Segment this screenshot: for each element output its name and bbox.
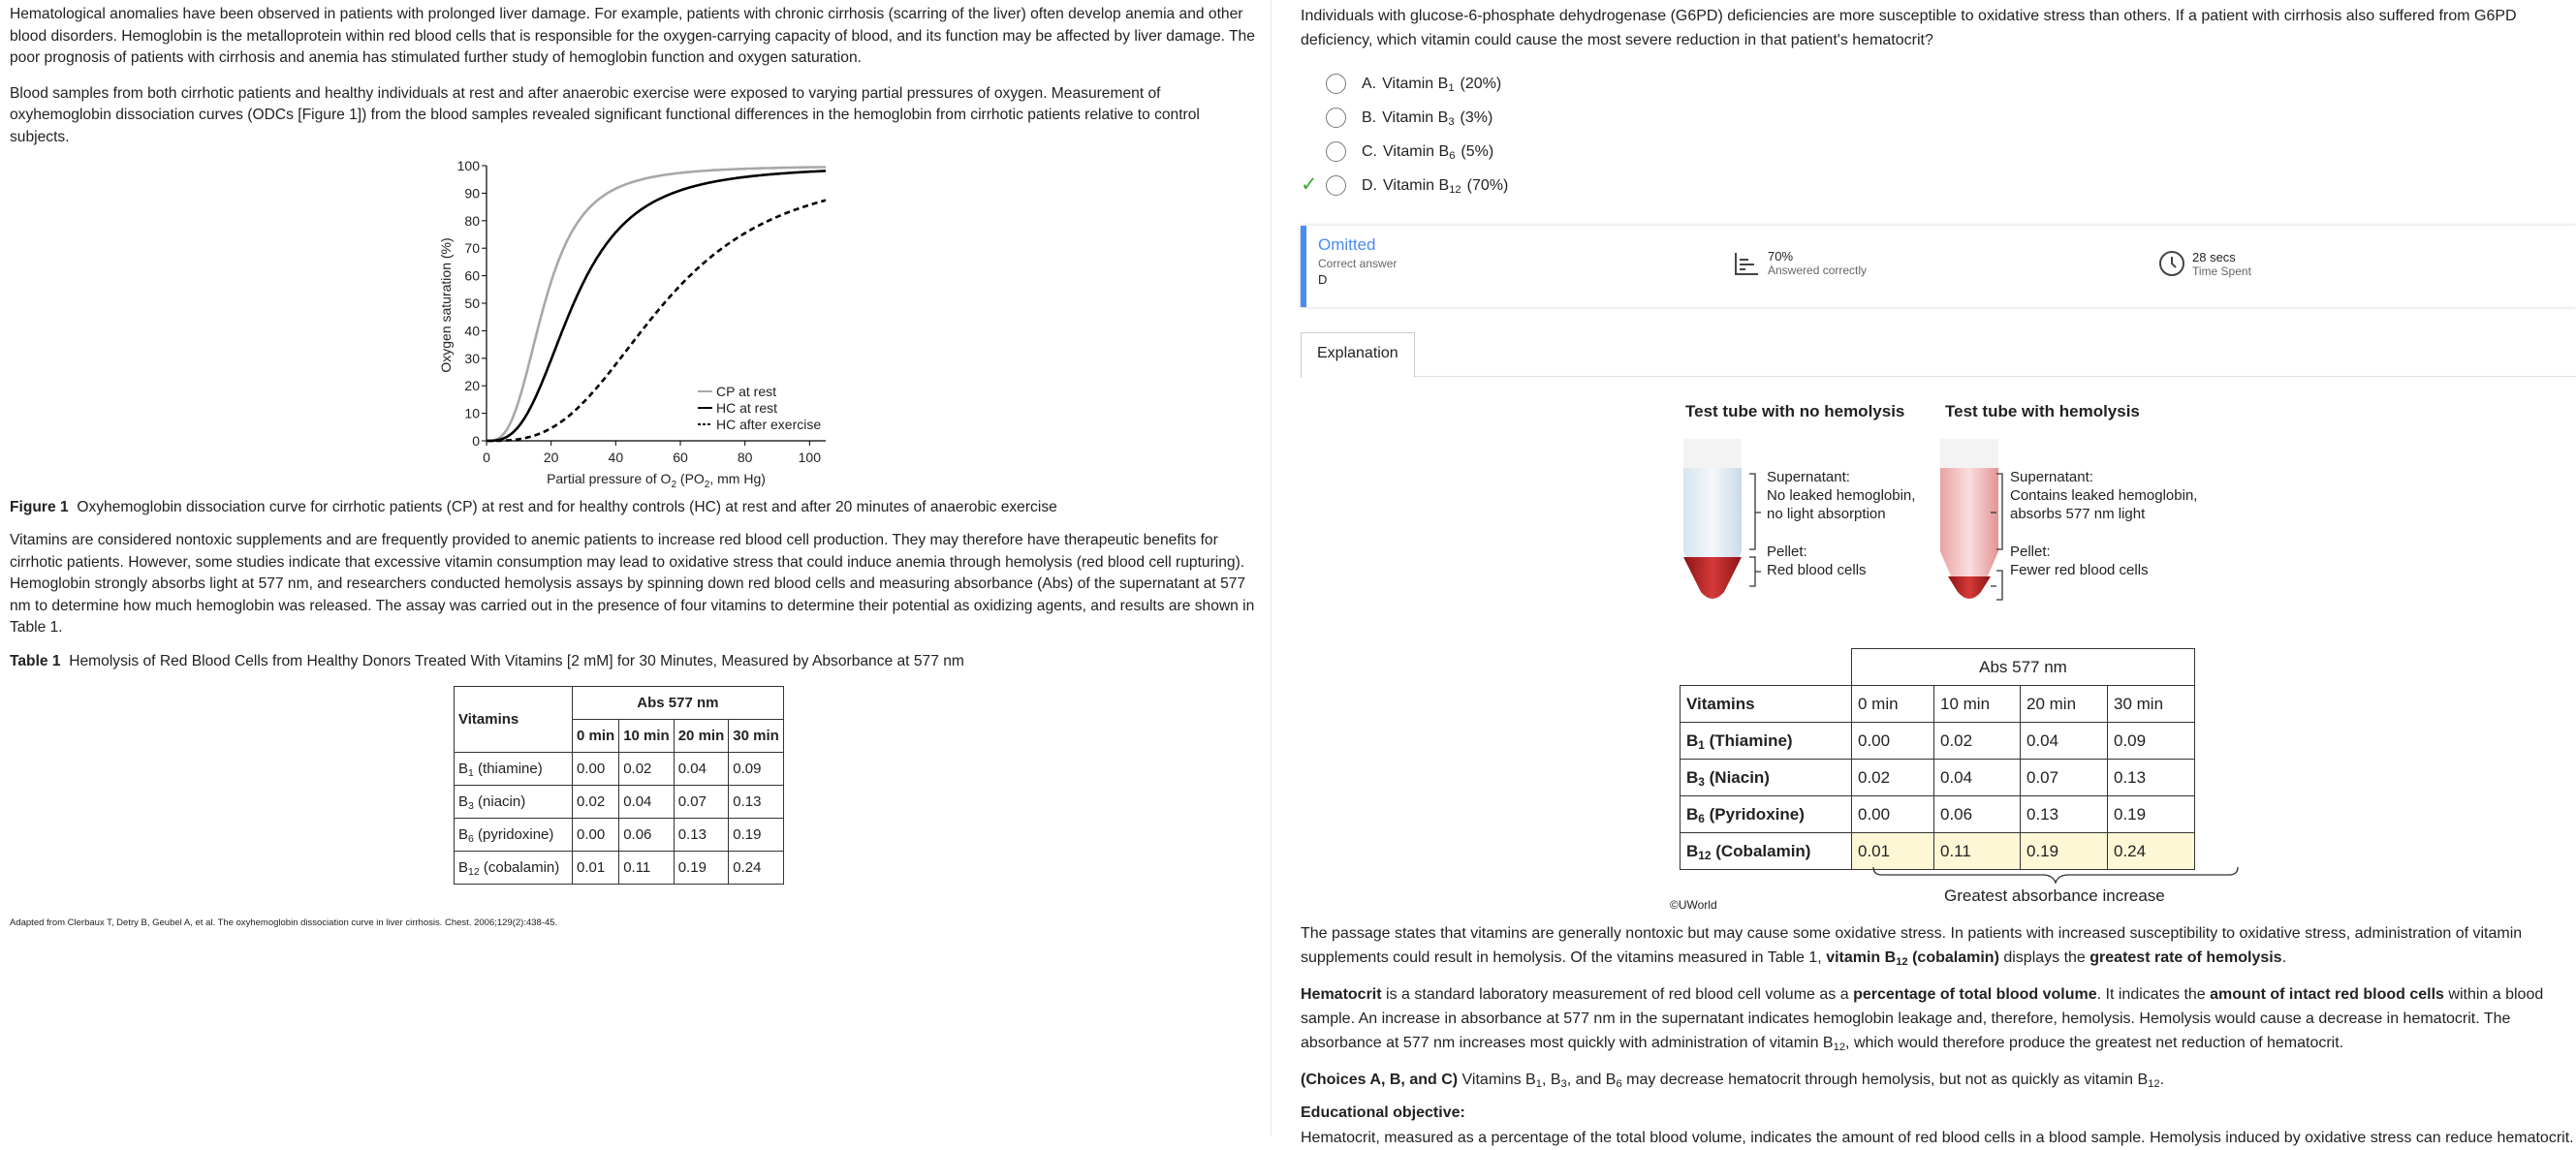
exp3-e: may decrease hematocrit through hemolysis, but not as quickly as vitamin B (1621, 1072, 2149, 1088)
vitamin-name: (Cobalamin) (1711, 841, 1811, 860)
table-cell: 0.13 (729, 785, 784, 818)
vitamin-number: 1 (1698, 737, 1705, 752)
exp1-bsub: 12 (1896, 956, 1908, 968)
table-time-header: 20 min (674, 719, 729, 752)
exp2-d: . It indicates the (2096, 986, 2211, 1003)
right-sup-line-2: absorbs 577 nm light (2010, 506, 2146, 522)
x-tick-label: 20 (543, 450, 559, 465)
exp1-d: greatest rate of hemolysis (2089, 949, 2282, 966)
table-cell: 0.13 (674, 818, 729, 851)
explanation-table (1680, 648, 2195, 870)
explanation-row-label (1681, 723, 1852, 760)
x-tick-label: 0 (483, 450, 490, 465)
bracket-lines (1301, 435, 2576, 629)
explanation-table-cell: 0.04 (1934, 760, 2021, 796)
choice-letter: D. (1362, 176, 1377, 194)
chart-xlabel: Partial pressure of $O_2$ ($PO_2$, mm Hg) (547, 471, 766, 490)
tube-title-right: Test tube with hemolysis (1945, 402, 2140, 420)
radio-button[interactable] (1326, 175, 1346, 196)
table-cell: 0.00 (573, 752, 619, 785)
right-supernatant-label (2010, 468, 2197, 523)
explanation-table-row (1681, 760, 2195, 796)
answer-choice-c[interactable] (1301, 135, 2566, 169)
explanation-table-cell: 0.06 (1934, 796, 2021, 833)
clock-icon (2157, 249, 2186, 278)
table-cell: 0.11 (619, 851, 675, 884)
table-row-label (455, 851, 573, 884)
answer-choices (1301, 67, 2566, 202)
explanation-table-cell: 0.02 (1934, 723, 2021, 760)
choice-letter: B. (1362, 109, 1377, 126)
table-cell: 0.06 (619, 818, 675, 851)
table-cell: 0.07 (674, 785, 729, 818)
citation: Adapted from Clerbaux T, Detry B, Geubel A, et al. The oxyhemoglobin dissociation curve in liver cirrhosis. Chest. 2006;129(2):438-45. (10, 917, 558, 928)
x-tick-label: 100 (798, 450, 822, 465)
exp2-b: is a standard laboratory measurement of red blood cell volume as a (1381, 986, 1854, 1003)
explanation-table-cell: 0.13 (2108, 760, 2195, 796)
exp3-s1: 1 (1535, 1078, 1542, 1090)
explanation-table-cell: 0.00 (1852, 796, 1934, 833)
choice-vitamin: Vitamin B (1382, 109, 1449, 126)
vitamin-name: (thiamine) (473, 760, 543, 777)
legend-label: HC at rest (716, 400, 778, 416)
choice-percent: (5%) (1461, 142, 1494, 160)
table-row (455, 851, 784, 884)
exp2-sub: 12 (1833, 1041, 1846, 1053)
x-tick-label: 60 (673, 450, 688, 465)
explanation-table-cell: 0.09 (2108, 723, 2195, 760)
exp2-c: percentage of total blood volume (1853, 986, 2097, 1003)
explanation-abs-header: Abs 577 nm (1852, 649, 2195, 686)
y-tick-label: 50 (464, 295, 480, 311)
explanation-time-header: 30 min (2108, 686, 2195, 723)
time-value: 28 secs (2192, 249, 2236, 264)
vitamin-letter: B (458, 760, 469, 777)
exp1-b (1826, 949, 1999, 966)
vitamin-letter: B (1686, 767, 1699, 787)
exp2-f: within a blood sample. An increase in absorbance at 577 nm in the supernatant indicates hemoglobin leakage and, therefore, hemolysis. Hemolysis would cause a decrease in hematocrit. The absorbance at 577 nm increases most quickly with administration of vitamin B (1301, 986, 2544, 1051)
vitamin-number: 12 (1698, 848, 1712, 862)
exp2-a: Hematocrit (1301, 986, 1382, 1003)
exp1-c: displays the (1998, 949, 2090, 966)
question-stem: Individuals with glucose-6-phosphate dehydrogenase (G6PD) deficiencies are more susceptible to oxidative stress than others. If a patient with cirrhosis also suffered from G6PD deficiency, which vitamin could cause the most severe reduction in that patient's hematocrit? (1301, 8, 2517, 48)
table-cell: 0.09 (729, 752, 784, 785)
left-pellet-text: Red blood cells (1767, 562, 1867, 578)
vitamin-letter: B (458, 858, 469, 876)
table-row-label (455, 818, 573, 851)
correct-answer-value: D (1318, 272, 1328, 287)
vitamin-number: 1 (468, 766, 474, 779)
tab-explanation[interactable]: Explanation (1301, 332, 1415, 378)
time-label: Time Spent (2192, 264, 2251, 278)
choice-subscript: 3 (1448, 115, 1455, 128)
table-cell: 0.19 (674, 851, 729, 884)
x-tick-label: 80 (737, 450, 753, 465)
percent-value: 70% (1768, 249, 1794, 264)
left-sup-line-2: no light absorption (1767, 506, 1886, 522)
correct-answer-label: Correct answer (1318, 257, 1398, 270)
legend-label: CP at rest (716, 384, 776, 399)
table-cell: 0.00 (573, 818, 619, 851)
table-time-header: 10 min (619, 719, 675, 752)
table-cell: 0.01 (573, 851, 619, 884)
left-sup-line-1: No leaked hemoglobin, (1767, 487, 1916, 504)
vitamin-name: (niacin) (473, 793, 526, 810)
exp3-a: (Choices A, B, and C) (1301, 1072, 1459, 1088)
explanation-row-label (1681, 833, 1852, 870)
vitamin-name: (Pyridoxine) (1704, 804, 1805, 824)
y-tick-label: 30 (464, 350, 480, 366)
copyright: ©UWorld (1670, 898, 1717, 912)
exp1-b1: vitamin B (1826, 949, 1897, 966)
result-status (1318, 235, 1397, 287)
vitamin-letter: B (1686, 841, 1699, 860)
explanation-table-row (1681, 796, 2195, 833)
explanation-paragraph-1 (1301, 921, 2576, 970)
choice-subscript: 6 (1449, 149, 1456, 162)
right-sup-line-1: Contains leaked hemoglobin, (2010, 487, 2198, 504)
vitamin-number: 6 (1698, 811, 1705, 825)
exp3-d: , and B (1566, 1072, 1617, 1088)
vitamin-letter: B (458, 825, 469, 843)
left-pellet-title: Pellet: (1767, 544, 1807, 560)
right-pellet-label (2010, 543, 2149, 579)
choice-percent: (3%) (1460, 109, 1493, 126)
exp1-a: The passage states that vitamins are generally nontoxic but may cause some oxidative stress. In patients with increased susceptibility to oxidative stress, administration of vitamin supplements could result in hemolysis. Of the vitamins measured in Table 1, (1301, 925, 2523, 966)
y-tick-label: 20 (464, 378, 480, 394)
choice-vitamin: Vitamin B (1383, 142, 1450, 160)
choice-vitamin: Vitamin B (1382, 75, 1449, 92)
vitamin-name: (cobalamin) (479, 858, 560, 876)
answer-choice-a[interactable] (1301, 67, 2566, 101)
exp3-c: , B (1541, 1072, 1561, 1088)
objective-heading: Educational objective: (1301, 1104, 1465, 1121)
table-cell: 0.02 (619, 752, 675, 785)
choice-label (1383, 177, 1461, 195)
explanation-tab-bar (1301, 332, 2576, 377)
table-row-label (455, 752, 573, 785)
y-tick-label: 60 (464, 267, 480, 284)
table-cell: 0.04 (674, 752, 729, 785)
passage-paragraph-2: Blood samples from both cirrhotic patients and healthy individuals at rest and after anaerobic exercise were exposed to varying partial pressures of oxygen. Measurement of oxyhemoglobin dissociation curves (ODCs [Figure 1]) from the blood samples revealed significant functional differences in the hemoglobin from cirrhotic patients relative to control subjects. (10, 84, 1200, 145)
left-supernatant-label (1767, 468, 1915, 523)
radio-button[interactable] (1326, 108, 1346, 128)
y-tick-label: 80 (464, 212, 480, 229)
passage-pane[interactable] (0, 0, 1270, 1135)
exp2-g: , which would therefore produce the greatest net reduction of hematocrit. (1845, 1035, 2344, 1051)
choice-letter: C. (1362, 142, 1377, 160)
explanation-figure (1301, 377, 2576, 912)
answer-choice-d[interactable] (1301, 169, 2566, 202)
passage-table (454, 686, 784, 885)
exp3-s3: 6 (1616, 1078, 1622, 1090)
vitamin-name: (Niacin) (1704, 767, 1770, 787)
answer-stats-bar (1301, 226, 2576, 307)
exp1-e: . (2281, 949, 2287, 966)
vitamin-name: (Thiamine) (1704, 730, 1793, 750)
y-tick-label: 100 (456, 158, 480, 173)
table-cell: 0.04 (619, 785, 675, 818)
x-axis (483, 441, 821, 465)
status-text: Omitted (1318, 235, 1376, 254)
explanation-time-header: 10 min (1934, 686, 2021, 723)
passage-paragraph-3: Vitamins are considered nontoxic supplements and are frequently provided to anemic patients to increase red blood cell production. They may therefore have therapeutic benefits for cirrhotic patients. However, some studies indicate that excessive vitamin consumption may lead to oxidative stress that could induce anemia through hemolysis (red blood cell rupturing). Hemoglobin strongly absorbs light at 577 nm, and researchers conducted hemolysis assays by spinning down red blood cells and measuring absorbance (Abs) of the supernatant at 577 nm to determine how much hemoglobin was released. The assay was carried out in the presence of four vitamins to determine their potential as oxidizing agents, and results are shown in Table 1. (10, 532, 1255, 636)
table-cell: 0.24 (729, 851, 784, 884)
right-pellet-title: Pellet: (2010, 544, 2051, 560)
explanation-paragraph-3 (1301, 1068, 2576, 1092)
chart-legend (698, 384, 821, 432)
figure-caption-text: Oxyhemoglobin dissociation curve for cirrhotic patients (CP) at rest and for healthy controls (HC) at rest and after 20 minutes of anaerobic exercise (77, 499, 1057, 515)
explanation-row-label (1681, 760, 1852, 796)
table-row (455, 785, 784, 818)
odc-chart (417, 160, 1250, 491)
y-tick-label: 90 (464, 185, 480, 202)
table-label: Table 1 (10, 652, 61, 669)
greatest-increase-brace (1870, 865, 2258, 885)
table-row-label (455, 785, 573, 818)
vitamin-number: 12 (468, 865, 480, 878)
exp3-s4: 12 (2148, 1078, 2160, 1090)
explanation-table-cell: 0.19 (2021, 833, 2108, 870)
table-time-header: 0 min (573, 719, 619, 752)
explanation-table-cell: 0.02 (1852, 760, 1934, 796)
choice-label (1383, 143, 1455, 161)
y-axis (457, 158, 487, 449)
y-tick-label: 10 (464, 405, 480, 421)
y-tick-label: 70 (464, 240, 480, 257)
explanation-table-row (1681, 833, 2195, 870)
explanation-table-cell: 0.11 (1934, 833, 2021, 870)
exp3-f: . (2159, 1072, 2165, 1088)
vitamin-number: 3 (1698, 774, 1705, 789)
table-header-vitamins: Vitamins (455, 686, 573, 752)
choice-label (1382, 76, 1454, 93)
table-header-abs: Abs 577 nm (573, 686, 784, 719)
left-sup-label: Supernatant: (1767, 469, 1850, 485)
time-spent (2157, 249, 2251, 278)
left-pellet-label (1767, 543, 1867, 579)
objective-text: Hematocrit, measured as a percentage of the total blood volume, indicates the amount of red blood cells in a blood sample. Hemolysis induced by oxidative stress can reduce hematocrit. (1301, 1130, 2574, 1146)
choice-label (1382, 109, 1454, 127)
choice-percent: (70%) (1466, 176, 1509, 194)
choice-percent: (20%) (1460, 75, 1502, 92)
figure-caption (10, 497, 1260, 518)
radio-button[interactable] (1326, 141, 1346, 162)
explanation-table-cell: 0.01 (1852, 833, 1934, 870)
explanation-time-header: 20 min (2021, 686, 2108, 723)
vitamin-number: 3 (468, 799, 474, 812)
y-tick-label: 40 (464, 323, 480, 339)
answer-choice-b[interactable] (1301, 101, 2566, 135)
figure-label: Figure 1 (10, 499, 69, 515)
vitamin-letter: B (1686, 730, 1699, 750)
choice-letter: A. (1362, 75, 1377, 92)
vitamin-name: (pyridoxine) (473, 825, 554, 843)
percent-label: Answered correctly (1768, 264, 1868, 277)
correct-check-icon: ✓ (1301, 173, 1318, 196)
passage-paragraph-1: Hematological anomalies have been observed in patients with prolonged liver damage. For example, patients with chronic cirrhosis (scarring of the liver) often develop anemia and other blood disorders. Hemoglobin is the metalloprotein within red blood cells that is responsible for the oxygen-carrying capacity of blood, and its function may be affected by liver damage. The poor prognosis of patients with cirrhosis and anemia has stimulated further study of hemoglobin function and oxygen saturation. (10, 6, 1255, 66)
table-caption-text: Hemolysis of Red Blood Cells from Healthy Donors Treated With Vitamins [2 mM] for 30 Minutes, Measured by Absorbance at 577 nm (69, 652, 964, 669)
exp2-e: amount of intact red blood cells (2210, 986, 2444, 1003)
vitamin-letter: B (458, 793, 469, 810)
vitamin-letter: B (1686, 804, 1699, 824)
legend-label: HC after exercise (716, 417, 822, 432)
vitamin-number: 6 (468, 832, 474, 845)
exp3-s2: 3 (1560, 1078, 1567, 1090)
question-pane[interactable] (1271, 0, 2576, 1146)
choice-vitamin: Vitamin B (1383, 176, 1450, 194)
table-cell: 0.19 (729, 818, 784, 851)
explanation-table-row (1681, 723, 2195, 760)
explanation-table-cell: 0.24 (2108, 833, 2195, 870)
exp1-b2: (cobalamin) (1907, 949, 1999, 966)
explanation-paragraph-2 (1301, 982, 2576, 1055)
explanation-time-header: 0 min (1852, 686, 1934, 723)
choice-subscript: 1 (1448, 81, 1455, 94)
explanation-vit-header: Vitamins (1681, 686, 1852, 723)
exp3-b: Vitamins B (1458, 1072, 1536, 1088)
radio-button[interactable] (1326, 74, 1346, 94)
right-sup-label: Supernatant: (2010, 469, 2093, 485)
choice-subscript: 12 (1449, 183, 1461, 196)
explanation-table-cell: 0.07 (2021, 760, 2108, 796)
explanation-row-label (1681, 796, 1852, 833)
y-tick-label: 0 (472, 433, 480, 449)
explanation-table-cell: 0.13 (2021, 796, 2108, 833)
table-row (455, 818, 784, 851)
explanation-table-cell: 0.00 (1852, 723, 1934, 760)
explanation-table-cell: 0.19 (2108, 796, 2195, 833)
explanation-table-cell: 0.04 (2021, 723, 2108, 760)
chart-ylabel: Oxygen saturation (%) (438, 237, 454, 373)
table-row (455, 752, 784, 785)
table-cell: 0.02 (573, 785, 619, 818)
table-time-header: 30 min (729, 719, 784, 752)
table-caption (10, 653, 1260, 670)
percent-correct (1733, 249, 1867, 277)
right-pellet-text: Fewer red blood cells (2010, 562, 2149, 578)
x-tick-label: 40 (608, 450, 624, 465)
bar-chart-icon (1733, 250, 1760, 277)
tube-title-left: Test tube with no hemolysis (1685, 402, 1905, 420)
brace-label: Greatest absorbance increase (1944, 886, 2165, 905)
